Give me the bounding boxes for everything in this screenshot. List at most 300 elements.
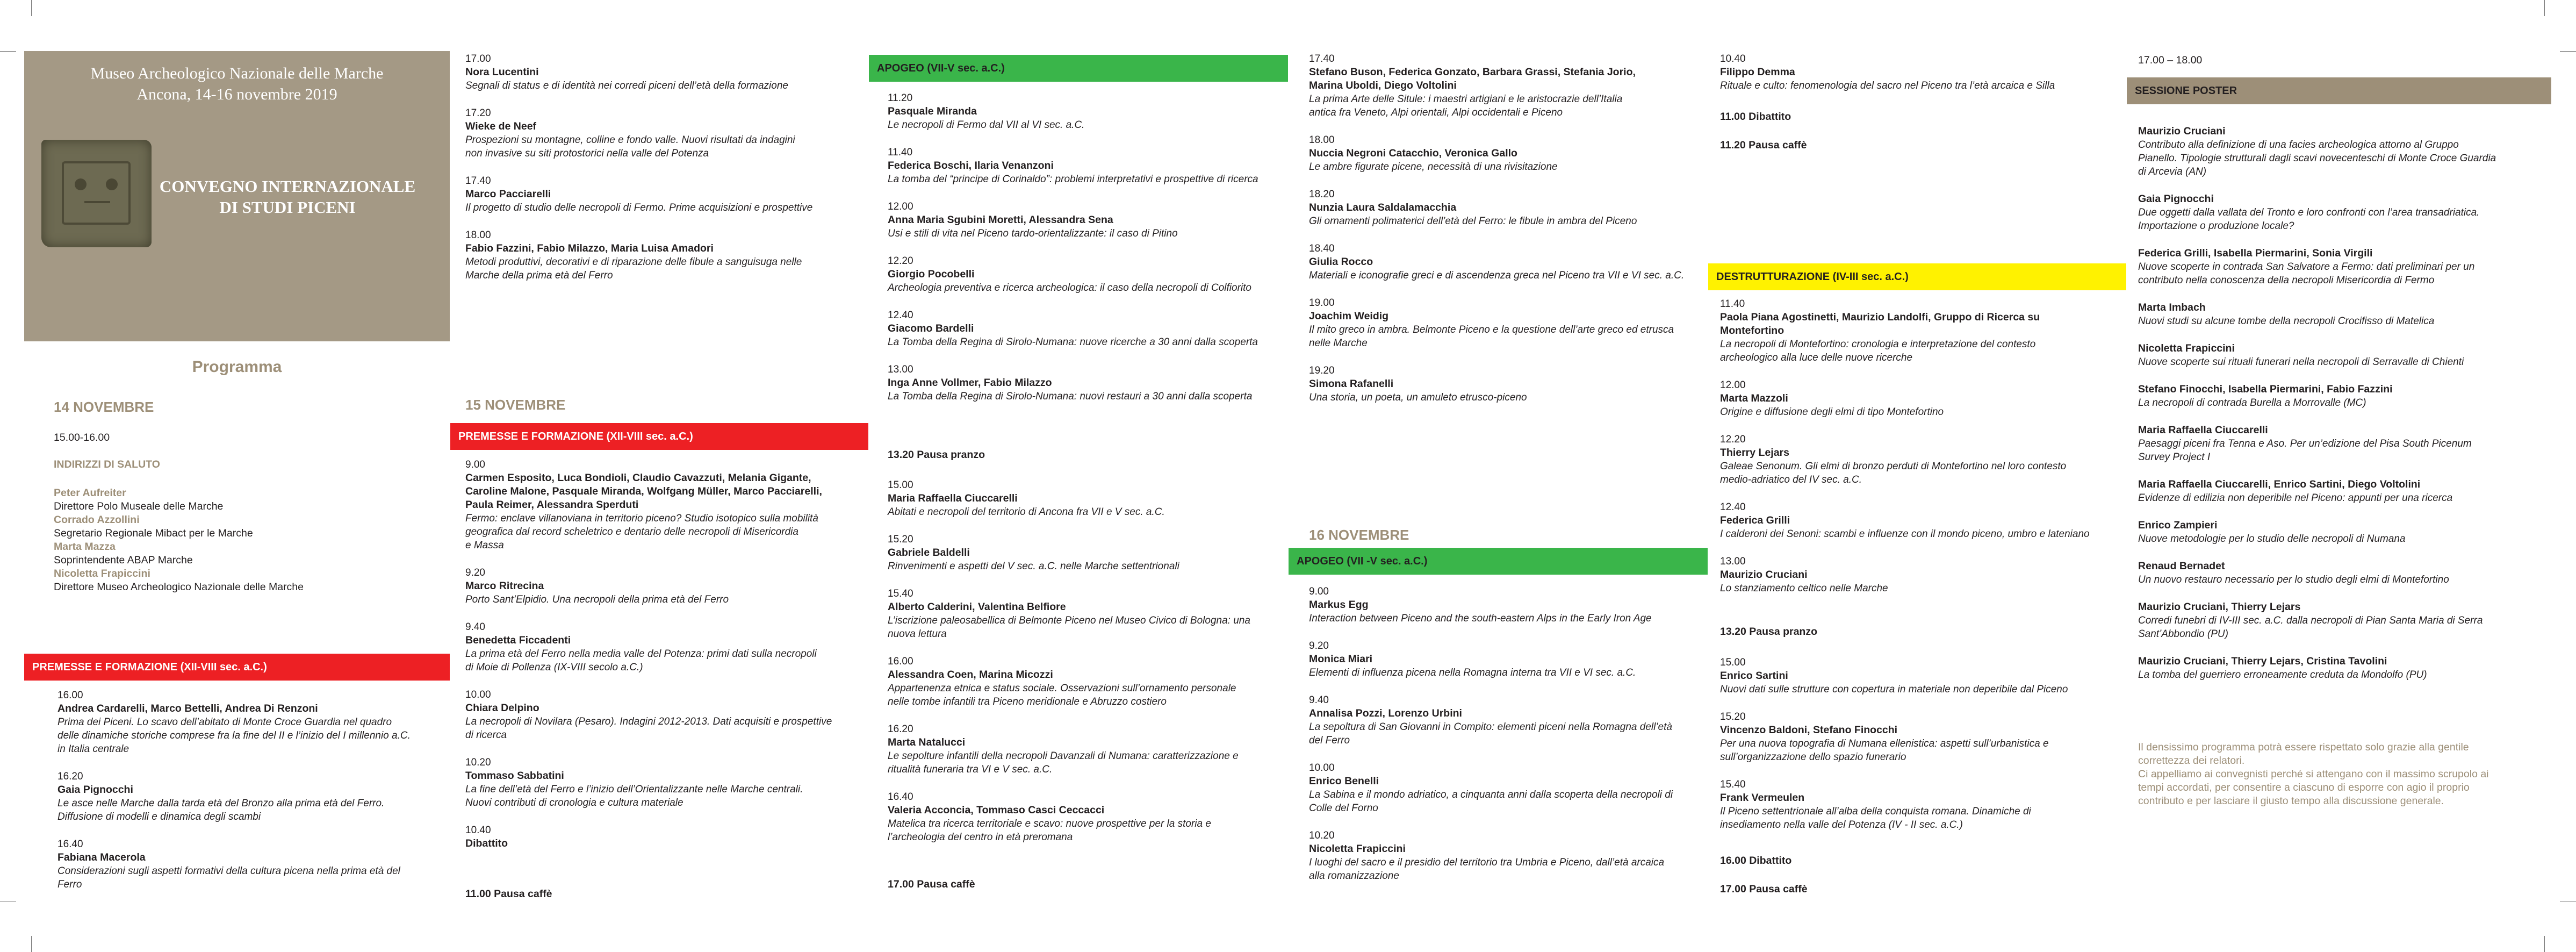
crop-mark [2560,51,2576,52]
talk-author: Maria Raffaella Ciuccarelli, Enrico Sartini, Diego Voltolini [2138,478,2421,490]
talk-author: Monica Miari [1309,653,1373,665]
talk-entry [1309,133,1684,174]
talk-entry [465,106,812,160]
greeting-role: Direttore Museo Archeologico Nazionale delle Marche [54,581,304,593]
column-3-talks [888,91,1258,417]
talk-author: Fabio Fazzini, Fabio Milazzo, Maria Luisa Amadori [465,242,714,254]
talk-title: Archeologia preventiva e ricerca archeologica: il caso della necropoli di Colfiorito [888,282,1251,294]
conference-title [137,176,438,218]
talk-entry [465,566,832,606]
talk-entry [1720,378,2090,419]
talk-title: La Sabina e il mondo adriatico, a cinquanta anni dalla scoperta della necropoli di [1309,789,1673,800]
talk-author: Benedetta Ficcadenti [465,634,571,646]
talk-title: Il Piceno settentrionale all’alba della conquista romana. Dinamiche di [1720,806,2031,817]
talk-title: Metodi produttivi, decorativi e di riparazione delle fibule a sanguisuga nelle [465,256,802,268]
talk-entry [1309,364,1684,404]
talk-entry [465,824,832,850]
talk-title: Origine e diffusione degli elmi di tipo Montefortino [1720,406,1944,418]
column-5-talks [1720,297,2090,609]
day-heading-14: 14 NOVEMBRE [54,399,154,415]
talk-title: Ferro [57,879,82,890]
talk-entry [2138,301,2496,328]
talk-author: Stefano Buson, Federica Gonzato, Barbara Grassi, Stefania Jorio, [1309,66,1636,78]
talk-title: Due oggetti dalla vallata del Tronto e loro confronti con l’area transadriatica. [2138,207,2480,218]
talk-title: Le ambre figurate picene, necessità di una rivisitazione [1309,161,1558,173]
greeting-name: Nicoletta Frapiccini [54,568,150,579]
talk-author: Maurizio Cruciani, Thierry Lejars, Cristina Tavolini [2138,655,2387,667]
talk-title: La prima età del Ferro nella media valle del Potenza: primi dati sulla necropoli [465,648,817,660]
talk-entry [57,770,411,824]
talk-time: 9.20 [465,567,485,578]
talk-time: 12.00 [1720,380,1746,391]
talk-time: 17.20 [465,108,491,119]
crop-mark [2544,936,2545,952]
talk-author: Nicoletta Frapiccini [2138,342,2235,354]
talk-time: 13.00 [888,364,913,375]
talk-title: Nuove metodologie per lo studio delle necropoli di Numana [2138,533,2406,545]
talk-entry [465,688,832,742]
lunch-break: 13.20 Pausa pranzo [1720,626,1818,638]
talk-author: Filippo Demma [1720,66,1795,78]
talk-title: Prima dei Piceni. Lo scavo dell’abitato di Monte Croce Guardia nel quadro [57,717,392,728]
talk-author: Thierry Lejars [1720,447,1789,459]
talk-author: Caroline Malone, Pasquale Miranda, Wolfgang Müller, Marco Pacciarelli, [465,485,822,497]
talk-title: Importazione o produzione locale? [2138,220,2294,232]
talk-title: Porto Sant’Elpidio. Una necropoli della prima età del Ferro [465,594,729,605]
talk-entry [1309,242,1684,282]
talk-entry [1720,500,2090,541]
talk-title: Marche della prima età del Ferro [465,270,613,281]
greeting-name: Marta Mazza [54,541,116,553]
talk-time: 16.00 [57,690,83,701]
talk-entry [1720,297,2090,364]
talk-time: 17.40 [465,175,491,187]
greetings-heading: INDIRIZZI DI SALUTO [54,459,160,470]
talk-title: La sepoltura di San Giovanni in Compito: elementi piceni nella Romagna dell’età [1309,721,1672,733]
greeting-name: Corrado Azzollini [54,514,140,526]
talk-title: Rinvenimenti e aspetti del V sec. a.C. nelle Marche settentrionali [888,561,1179,572]
talk-time: 12.20 [888,255,913,267]
talk-author: Nicoletta Frapiccini [1309,843,1406,855]
talk-time: 11.40 [888,147,913,158]
talk-time: 12.20 [1720,434,1746,445]
column-5-talks-top [1720,52,2055,106]
coffee-break: 17.00 Pausa caffè [888,878,975,890]
talk-time: 18.40 [1309,243,1335,254]
artifact-eye [75,178,87,190]
greetings-list [54,486,304,594]
talk-entry [1309,829,1673,883]
talk-title: La fine dell’età del Ferro e l’inizio dell’Orientalizzante nelle Marche centrali. [465,784,803,795]
talk-author: Frank Vermeulen [1720,792,1805,804]
talk-author: Markus Egg [1309,599,1369,611]
talk-entry [888,363,1258,403]
talk-title: antica fra Veneto, Alpi orientali, Alpi occidentali e Piceno [1309,107,1563,118]
talk-author: Giacomo Bardelli [888,323,974,334]
talk-title: di ricerca [465,729,507,741]
talk-time: 15.20 [1720,711,1746,722]
coffee-break: 11.00 Pausa caffè [465,888,552,900]
talk-author: Joachim Weidig [1309,310,1389,322]
talk-entry [888,200,1258,240]
talk-author: Alberto Calderini, Valentina Belfiore [888,601,1066,613]
talk-title: Galeae Senonum. Gli elmi di bronzo perduti di Montefortino nel loro contesto [1720,461,2067,472]
cover-panel [24,51,450,341]
talk-author: Enrico Sartini [1720,670,1788,682]
talk-title: nuova lettura [888,628,947,640]
talk-time: 12.00 [888,201,913,212]
talk-title: Le necropoli di Fermo dal VII al VI sec. a.C. [888,119,1085,131]
talk-entry [1720,52,2055,92]
talk-time: 18.20 [1309,189,1335,200]
talk-time: 10.00 [1309,762,1335,774]
talk-entry [2138,519,2496,546]
talk-author: Montefortino [1720,325,1785,337]
poster-list [2138,125,2496,696]
talk-entry [888,309,1258,349]
talk-time: 16.20 [57,771,83,782]
talk-entry [888,478,1250,519]
talk-title: archeologico alla luce delle nuove ricerche [1720,352,1913,363]
greeting-role: Soprintendente ABAP Marche [54,554,193,566]
talk-author: Federica Grilli [1720,514,1790,526]
talk-title: Segnali di status e di identità nei corredi piceni dell’età della formazione [465,80,788,91]
talk-entry [888,146,1258,186]
section-premesse-formazione: PREMESSE E FORMAZIONE (XII-VIII sec. a.C.) [450,423,868,450]
talk-time: 17.00 [465,53,491,65]
talk-title: Il mito greco in ambra. Belmonte Piceno e la questione dell’arte greco ed etrusca [1309,324,1674,335]
artifact-eye [106,178,118,190]
talk-author: Marta Mazzoli [1720,392,1788,404]
talk-title: Un nuovo restauro necessario per lo studio degli elmi di Montefortino [2138,574,2449,585]
talk-time: 9.00 [1309,586,1329,597]
talk-author: Dibattito [465,838,508,849]
talk-time: 15.40 [888,588,913,599]
talk-author: Maurizio Cruciani, Thierry Lejars [2138,601,2301,613]
talk-title: Usi e stili di vita nel Piceno tardo-orientalizzante: il caso di Pitino [888,228,1178,239]
talk-time: 18.00 [465,230,491,241]
talk-title: I calderoni dei Senoni: scambi e influenze con il mondo piceno, umbro e lateniano [1720,528,2090,540]
talk-author: Maurizio Cruciani [1720,569,1808,581]
talk-author: Nunzia Laura Saldalamacchia [1309,202,1457,213]
talk-author: Annalisa Pozzi, Lorenzo Urbini [1309,707,1462,719]
crop-mark [2544,0,2545,16]
talk-title: insediamento nella valle del Potenza (IV - II sec. a.C.) [1720,819,1963,831]
talk-author: Giorgio Pocobelli [888,268,975,280]
closing-note-line: correttezza dei relatori. [2138,755,2245,767]
talk-title: Fermo: enclave villanoviana in territorio piceno? Studio isotopico sulla mobilità [465,513,818,524]
talk-title: La necropoli di contrada Burella a Morrovalle (MC) [2138,397,2366,409]
museum-name: Museo Archeologico Nazionale delle Marche [90,65,384,82]
talk-time: 12.40 [888,310,913,321]
talk-title: La tomba del “principe di Corinaldo”: problemi interpretativi e prospettive di ricerca [888,174,1258,185]
talk-entry [465,756,832,810]
talk-title: Elementi di influenza picena nella Romagna interna tra VII e VI sec. a.C. [1309,667,1636,678]
talk-title: Una storia, un poeta, un amuleto etrusco-piceno [1309,392,1527,403]
talk-title: Rituale e culto: fenomenologia del sacro nel Piceno tra l’età arcaica e Silla [1720,80,2055,91]
talk-title: Sant’Abbondio (PU) [2138,628,2228,640]
column-5-talks-afternoon [1720,656,2068,846]
talk-entry [57,838,411,891]
talk-title: Nuovi dati sulle strutture con copertura in materiale non deperibile dal Piceno [1720,684,2068,695]
closing-note-line: contributo e per lasciare il giusto tempo alla discussione generale. [2138,795,2444,807]
programma-heading: Programma [192,358,282,376]
talk-entry [1720,433,2090,486]
talk-time: 19.00 [1309,297,1335,309]
museum-header [24,63,450,105]
talk-author: Wieke de Neef [465,120,537,132]
talk-entry [465,620,832,674]
talk-entry [1720,778,2068,832]
day-heading-16: 16 NOVEMBRE [1309,527,1409,543]
talk-title: I luoghi del sacro e il presidio del territorio tra Umbria e Piceno, dall’età arcaica [1309,857,1665,868]
talk-time: 11.40 [1720,298,1745,310]
talk-title: La necropoli di Novilara (Pesaro). Indagini 2012-2013. Dati acquisiti e prospettive [465,716,832,727]
talk-entry [1309,639,1673,679]
talk-entry [1309,52,1684,119]
section-destrutturazione: DESTRUTTURAZIONE (IV-III sec. a.C.) [1708,263,2126,290]
talk-author: Gaia Pignocchi [57,784,133,796]
greeting-role: Segretario Regionale Mibact per le Marche [54,527,253,539]
section-apogeo: APOGEO (VII -V sec. a.C.) [1289,548,1708,575]
talk-entry [2138,247,2496,287]
talk-title: geografica dal record scheletrico e dentario delle necropoli di Misericordia [465,526,798,538]
talk-author: Fabiana Macerola [57,851,146,863]
coffee-break: 11.20 Pausa caffè [1720,139,1807,151]
talk-title: Le asce nelle Marche dalla tarda età del Bronzo alla prima età del Ferro. [57,798,385,809]
talk-author: Nora Lucentini [465,66,539,78]
closing-note-line: Il densissimo programma potrà essere rispettato solo grazie alla gentile [2138,741,2469,753]
talk-time: 16.00 [888,656,913,667]
talk-title: Le sepolture infantili della necropoli Davanzali di Numana: caratterizzazione e [888,750,1239,762]
closing-note-line: Ci appelliamo ai convegnisti perché si attengano con il massimo scrupolo ai [2138,768,2489,780]
artifact-image [41,140,152,247]
talk-author: Maria Raffaella Ciuccarelli [888,492,1018,504]
talk-time: 15.20 [888,534,913,545]
talk-title: del Ferro [1309,735,1350,746]
talk-title: Pianello. Tipologie strutturali dagli scavi novecenteschi di Monte Croce Guardia [2138,153,2496,164]
talk-title: Abitati e necropoli del territorio di Ancona fra VII e V sec. a.C. [888,506,1165,518]
poster-time-slot: 17.00 – 18.00 [2138,54,2203,66]
talk-title: Evidenze di edilizia non deperibile nel Piceno: appunti per una ricerca [2138,492,2453,504]
talk-entry [888,655,1250,708]
talk-author: Enrico Zampieri [2138,519,2218,531]
talk-title: delle dinamiche storiche comprese fra la fine del II e l’inizio del I millennio a.C. [57,730,411,741]
talk-title: e Massa [465,540,504,551]
talk-time: 12.40 [1720,502,1746,513]
talk-title: Diffusione di modelli e dinamica degli scambi [57,811,261,822]
talk-title: Considerazioni sugli aspetti formativi della cultura picena nella prima età del [57,865,400,877]
talk-entry [465,228,812,282]
talk-entry [888,91,1258,132]
talk-entry [2138,655,2496,682]
talk-title: Matelica tra ricerca territoriale e scavo: nuove prospettive per la storia e [888,818,1211,829]
talk-entry [1309,693,1673,747]
section-poster: SESSIONE POSTER [2127,77,2551,104]
crop-mark [0,51,16,52]
talk-title: Materiali e iconografie greci e di ascendenza greca nel Piceno tra VII e VI sec. a.C. [1309,270,1685,281]
artifact-face-relief [62,161,131,225]
column-2-talks [465,458,832,864]
talk-author: Paula Reimer, Alessandra Sperduti [465,499,639,511]
column-1-opening [54,431,304,594]
talk-title: L’iscrizione paleosabellica di Belmonte Piceno nel Museo Civico di Bologna: una [888,615,1250,626]
talk-time: 11.20 [888,92,913,104]
talk-title: Nuove scoperte sui rituali funerari nella necropoli di Serravalle di Chienti [2138,356,2464,368]
talk-time: 10.00 [465,689,491,700]
talk-entry [57,689,411,756]
place-date: Ancona, 14-16 novembre 2019 [136,85,337,103]
talk-title: Interaction between Piceno and the south-eastern Alps in the Early Iron Age [1309,613,1652,624]
talk-author: Chiara Delpino [465,702,539,714]
talk-entry [888,722,1250,776]
talk-title: non invasive su siti protostorici nella valle del Potenza [465,148,709,159]
talk-title: La necropoli di Montefortino: cronologia e interpretazione del contesto [1720,339,2036,350]
talk-time: 15.00 [1720,657,1746,668]
talk-author: Gabriele Baldelli [888,547,970,559]
talk-title: Nuovi contributi di cronologia e cultura materiale [465,797,683,808]
coffee-break: 17.00 Pausa caffè [1720,883,1808,895]
talk-title: in Italia centrale [57,743,129,755]
talk-author: Giulia Rocco [1309,256,1373,268]
talk-entry [1720,555,2090,595]
talk-time: 13.00 [1720,556,1746,567]
talk-author: Enrico Benelli [1309,775,1379,787]
talk-title: alla romanizzazione [1309,870,1399,882]
talk-title: nelle tombe infantili tra Piceno meridionale e Abruzzo costiero [888,696,1167,707]
talk-title: La prima Arte delle Situle: i maestri artigiani e le aristocrazie dell’Italia [1309,94,1623,105]
talk-time: 15.40 [1720,779,1746,790]
section-premesse-formazione: PREMESSE E FORMAZIONE (XII-VIII sec. a.C.) [24,654,450,681]
talk-author: Marta Natalucci [888,736,966,748]
talk-entry [2138,125,2496,178]
talk-title: Per una nuova topografia di Numana ellenistica: aspetti sull’urbanistica e [1720,738,2049,749]
talk-title: Gli ornamenti polimaterici dell’età del Ferro: le fibule in ambra del Piceno [1309,216,1637,227]
time-slot: 15.00-16.00 [54,432,110,443]
talk-time: 9.20 [1309,640,1329,652]
talk-title: Appartenenza etnica e status sociale. Osservazioni sull’ornamento personale [888,683,1236,694]
talk-author: Gaia Pignocchi [2138,193,2214,205]
greeting-role: Direttore Polo Museale delle Marche [54,500,224,512]
discussion: 16.00 Dibattito [1720,855,1792,867]
talk-title: di Moie di Pollenza (IX-VIII secolo a.C.) [465,662,643,673]
talk-time: 16.20 [888,724,913,735]
greeting-name: Peter Aufreiter [54,487,126,499]
talk-entry [1720,656,2068,696]
closing-note [2138,741,2489,808]
discussion: 11.00 Dibattito [1720,111,1791,123]
talk-author: Maurizio Cruciani [2138,125,2226,137]
talk-time: 19.20 [1309,365,1335,376]
talk-title: ritualità funeraria tra VI e V sec. a.C. [888,764,1053,775]
talk-entry [888,587,1250,641]
talk-title: Prospezioni su montagne, colline e fondo valle. Nuovi risultati da indagini [465,134,795,146]
talk-entry [1309,188,1684,228]
talk-time: 10.40 [465,825,491,836]
crop-mark [31,936,32,952]
talk-entry [1309,296,1684,350]
talk-author: Marina Uboldi, Diego Voltolini [1309,80,1457,91]
lunch-break: 13.20 Pausa pranzo [888,449,985,461]
talk-author: Stefano Finocchi, Isabella Piermarini, Fabio Fazzini [2138,383,2393,395]
day-heading-15: 15 NOVEMBRE [465,397,566,413]
talk-entry [1309,761,1673,815]
talk-title: Corredi funebri di IV-III sec. a.C. dalla necropoli di Pian Santa Maria di Serra [2138,615,2483,626]
talk-author: Marco Pacciarelli [465,188,551,200]
talk-title: Nuove scoperte in contrada San Salvatore a Fermo: dati preliminari per un [2138,261,2475,273]
talk-author: Federica Boschi, Ilaria Venanzoni [888,160,1054,171]
talk-title: Nuovi studi su alcune tombe della necropoli Crocifisso di Matelica [2138,316,2435,327]
talk-title: medio-adriatico del IV sec. a.C. [1720,474,1862,485]
talk-time: 17.40 [1309,53,1335,65]
talk-entry [2138,478,2496,505]
artifact-mouth [84,201,110,211]
talk-author: Tommaso Sabbatini [465,770,564,782]
talk-title: nelle Marche [1309,338,1368,349]
talk-author: Federica Grilli, Isabella Piermarini, Sonia Virgili [2138,247,2373,259]
talk-entry [888,533,1250,573]
talk-author: Nuccia Negroni Catacchio, Veronica Gallo [1309,147,1517,159]
talk-entry [888,790,1250,844]
talk-author: Marco Ritrecina [465,580,544,592]
column-3-talks-afternoon [888,478,1250,858]
talk-title: sull’organizzazione dello spazio funerario [1720,751,1906,763]
talk-entry [465,458,832,552]
talk-author: Maria Raffaella Ciuccarelli [2138,424,2268,436]
talk-time: 16.40 [888,791,913,803]
talk-title: di Arcevia (AN) [2138,166,2207,177]
talk-title: Lo stanziamento celtico nelle Marche [1720,583,1888,594]
column-4-talks-top [1309,52,1684,418]
talk-time: 10.40 [1720,53,1746,65]
talk-author: Marta Imbach [2138,302,2206,313]
talk-time: 10.20 [1309,830,1335,841]
talk-title: La tomba del guerriero erroneamente creduta da Mondolfo (PU) [2138,669,2427,681]
talk-time: 16.40 [57,839,83,850]
talk-time: 10.20 [465,757,491,768]
talk-author: Simona Rafanelli [1309,378,1394,390]
talk-author: Renaud Bernadet [2138,560,2225,572]
talk-author: Paola Piana Agostinetti, Maurizio Landolfi, Gruppo di Ricerca su [1720,311,2040,323]
crop-mark [31,0,32,16]
talk-entry [888,254,1258,295]
talk-entry [465,52,812,92]
talk-title: La Tomba della Regina di Sirolo-Numana: nuovi restauri a 30 anni dalla scoperta [888,391,1253,402]
talk-entry [2138,342,2496,369]
section-apogeo: APOGEO (VII-V sec. a.C.) [869,55,1288,82]
column-2-talks-top [465,52,812,296]
talk-time: 9.00 [465,459,485,470]
talk-title: Survey Project I [2138,452,2211,463]
talk-author: Pasquale Miranda [888,105,977,117]
talk-title: Contributo alla definizione di una facies archeologica attorno al Gruppo [2138,139,2459,151]
talk-author: Alessandra Coen, Marina Micozzi [888,669,1053,681]
talk-time: 9.40 [1309,695,1329,706]
conference-title-line2: DI STUDI PICENI [219,198,356,217]
talk-title: l’archeologia del centro in età preromana [888,832,1073,843]
closing-note-line: tempi accordati, per consentire a ciascuno di esporre con agio il proprio [2138,782,2470,793]
talk-entry [2138,383,2496,410]
talk-entry [2138,600,2496,641]
talk-entry [2138,192,2496,233]
talk-author: Vincenzo Baldoni, Stefano Finocchi [1720,724,1898,736]
talk-time: 18.00 [1309,134,1335,146]
column-1-talks [57,689,411,905]
column-4-talks [1309,585,1673,897]
talk-entry [2138,424,2496,464]
talk-author: Andrea Cardarelli, Marco Bettelli, Andrea Di Renzoni [57,703,318,714]
talk-time: 9.40 [465,621,485,633]
